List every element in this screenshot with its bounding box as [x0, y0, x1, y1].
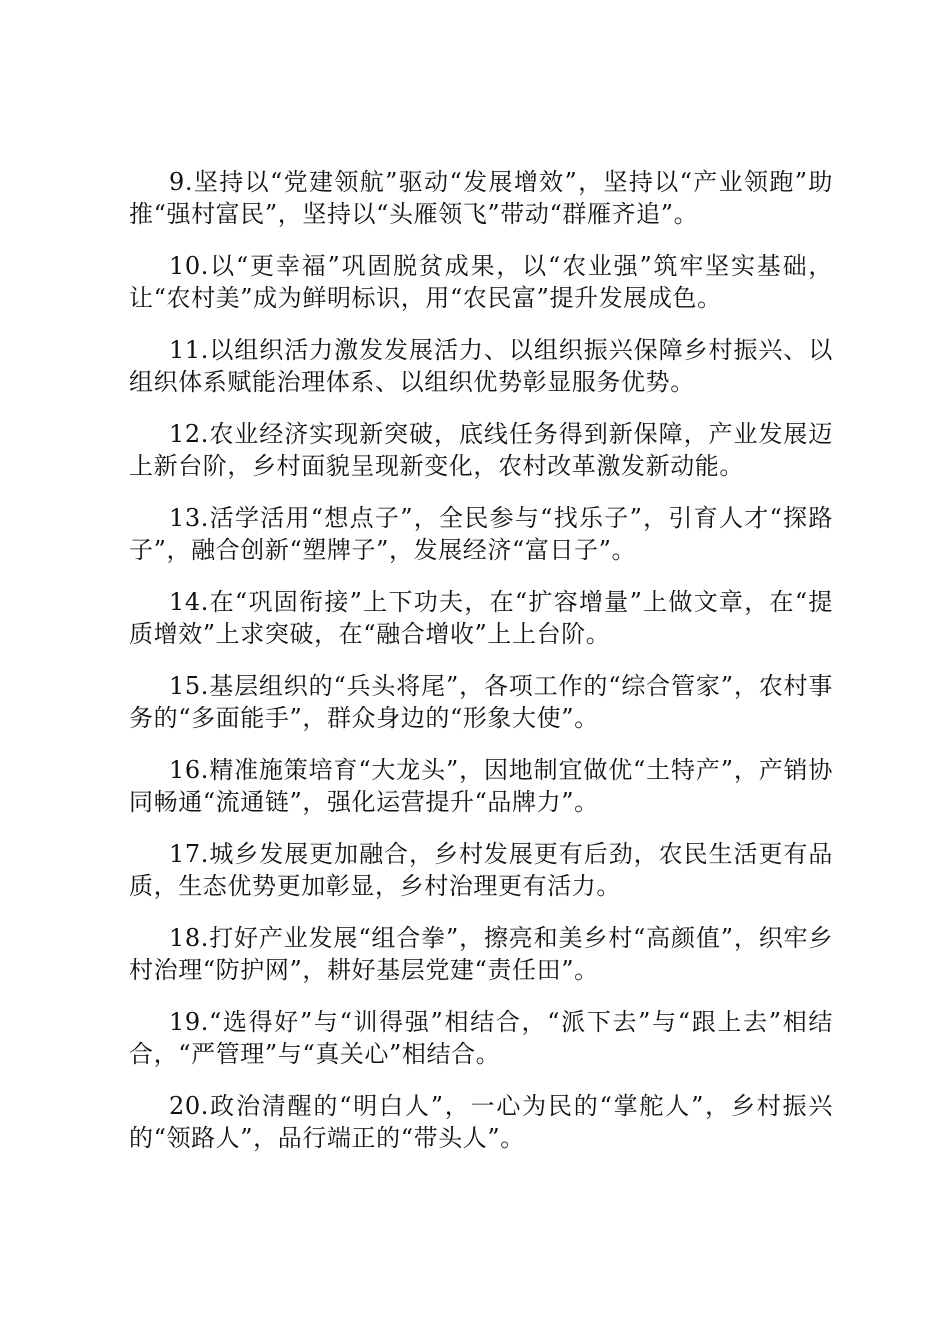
paragraph-20: 20.政治清醒的“明白人”，一心为民的“掌舵人”，乡村振兴的“领路人”，品行端正的“带头人”。	[129, 1092, 833, 1152]
paragraph-14: 14.在“巩固衔接”上下功夫，在“扩容增量”上做文章，在“提质增效”上求突破，在“融合增收”上上台阶。	[129, 588, 833, 648]
paragraph-12: 12.农业经济实现新突破，底线任务得到新保障，产业发展迈上新台阶，乡村面貌呈现新变化，农村改革激发新动能。	[129, 420, 833, 480]
paragraph-18: 18.打好产业发展“组合拳”，擦亮和美乡村“高颜值”，织牢乡村治理“防护网”，耕好基层党建“责任田”。	[129, 924, 833, 984]
paragraph-16: 16.精准施策培育“大龙头”，因地制宜做优“土特产”，产销协同畅通“流通链”，强化运营提升“品牌力”。	[129, 756, 833, 816]
paragraph-9: 9.坚持以“党建领航”驱动“发展增效”，坚持以“产业领跑”助推“强村富民”，坚持以“头雁领飞”带动“群雁齐追”。	[129, 168, 833, 228]
paragraph-11: 11.以组织活力激发发展活力、以组织振兴保障乡村振兴、以组织体系赋能治理体系、以组织优势彰显服务优势。	[129, 336, 833, 396]
paragraph-13: 13.活学活用“想点子”，全民参与“找乐子”，引育人才“探路子”，融合创新“塑牌子”，发展经济“富日子”。	[129, 504, 833, 564]
paragraph-17: 17.城乡发展更加融合，乡村发展更有后劲，农民生活更有品质，生态优势更加彰显，乡村治理更有活力。	[129, 840, 833, 900]
paragraph-15: 15.基层组织的“兵头将尾”，各项工作的“综合管家”，农村事务的“多面能手”，群众身边的“形象大使”。	[129, 672, 833, 732]
paragraph-10: 10.以“更幸福”巩固脱贫成果，以“农业强”筑牢坚实基础，让“农村美”成为鲜明标识，用“农民富”提升发展成色。	[129, 252, 833, 312]
document-body	[129, 166, 833, 1174]
paragraph-19: 19.“选得好”与“训得强”相结合，“派下去”与“跟上去”相结合，“严管理”与“真关心”相结合。	[129, 1008, 833, 1068]
